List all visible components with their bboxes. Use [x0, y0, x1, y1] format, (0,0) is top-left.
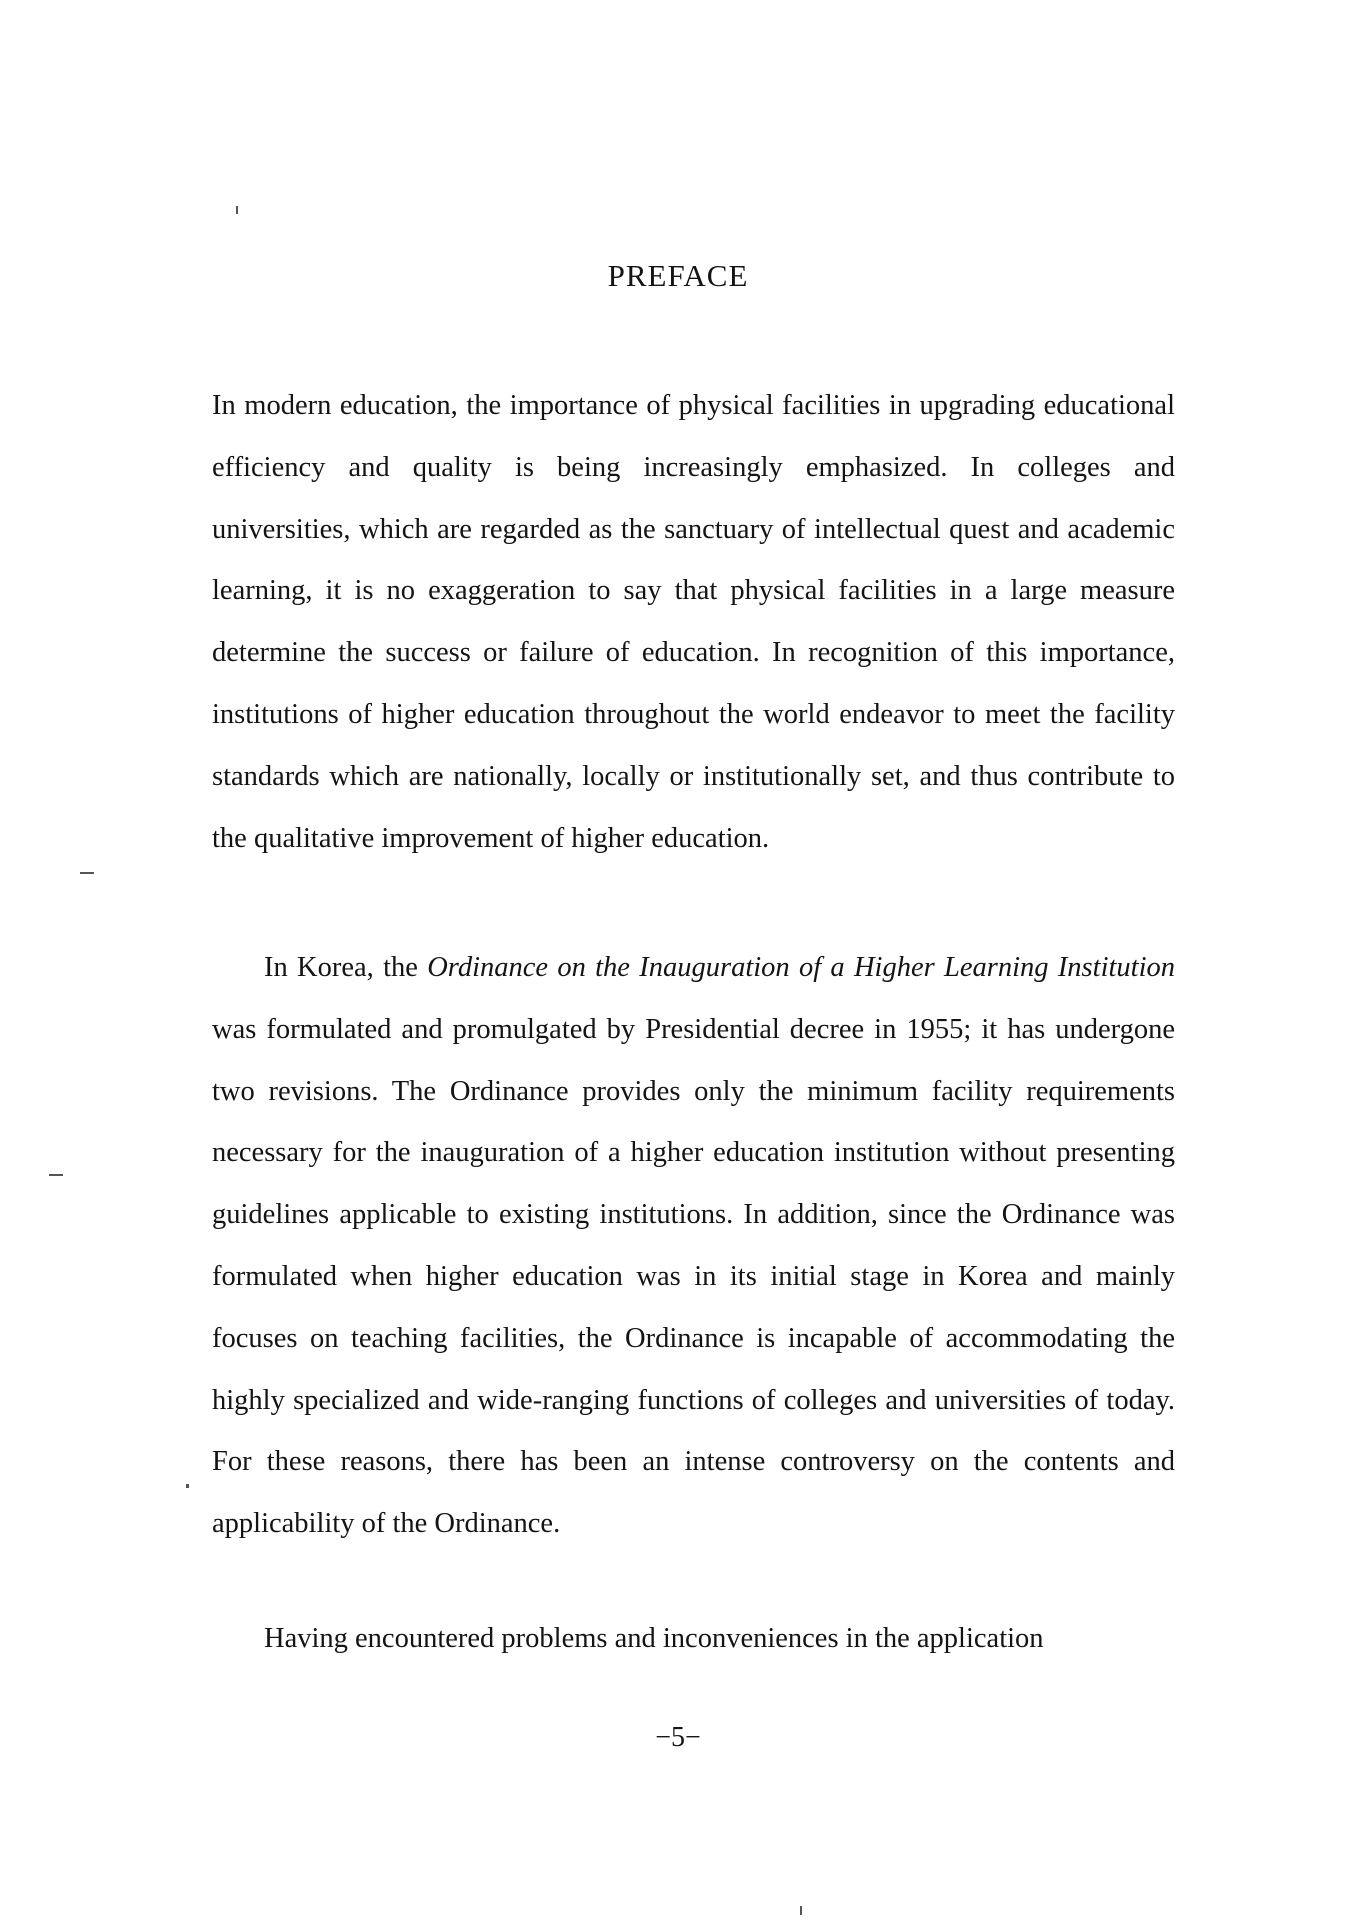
preface-paragraph-3 — [212, 1608, 1175, 1670]
paragraph-2-rest: was formulated and promulgated by Presidential decree in 1955; it has undergone two revisions. The Ordinance provides only the minimum facility requirements necessary for the inauguration of a higher education institution without presenting guidelines applicable to existing institutions. In addition, since the Ordinance was formulated when higher education was in its initial stage in Korea and mainly focuses on teaching facilities, the Ordinance is incapable of accommodating the highly specialized and wide-ranging functions of colleges and universities of today. For these reasons, there has been an intense controversy on the contents and applicability of the Ordinance. — [212, 1013, 1175, 1540]
scan-speck — [800, 1906, 802, 1915]
paragraph-2-intro: In Korea, the — [264, 952, 428, 983]
preface-paragraph-2 — [212, 937, 1175, 1555]
preface-paragraph-1 — [212, 375, 1175, 869]
scan-speck — [236, 206, 238, 214]
page-number: −5− — [655, 1722, 701, 1753]
scan-speck — [186, 1484, 189, 1488]
scan-speck — [49, 1174, 63, 1176]
paragraph-2-text — [212, 937, 1175, 1555]
paragraph-3-text: Having encountered problems and inconveniences in the application — [264, 1623, 1044, 1654]
scan-speck — [80, 872, 94, 874]
paragraph-1-text: In modern education, the importance of physical facilities in upgrading educational efficiency and quality is being increasingly emphasized. In colleges and universities, which are regarded as the sanctuary of intellectual quest and academic learning, it is no exaggeration to say that physical facilities in a large measure determine the success or failure of education. In recognition of this importance, institutions of higher education throughout the world endeavor to meet the facility standards which are nationally, locally or institutionally set, and thus contribute to the qualitative improvement of higher education. — [212, 390, 1175, 854]
page-title: PREFACE — [607, 258, 749, 293]
ordinance-title: Ordinance on the Inauguration of a Higher Learning Institution — [427, 952, 1175, 983]
